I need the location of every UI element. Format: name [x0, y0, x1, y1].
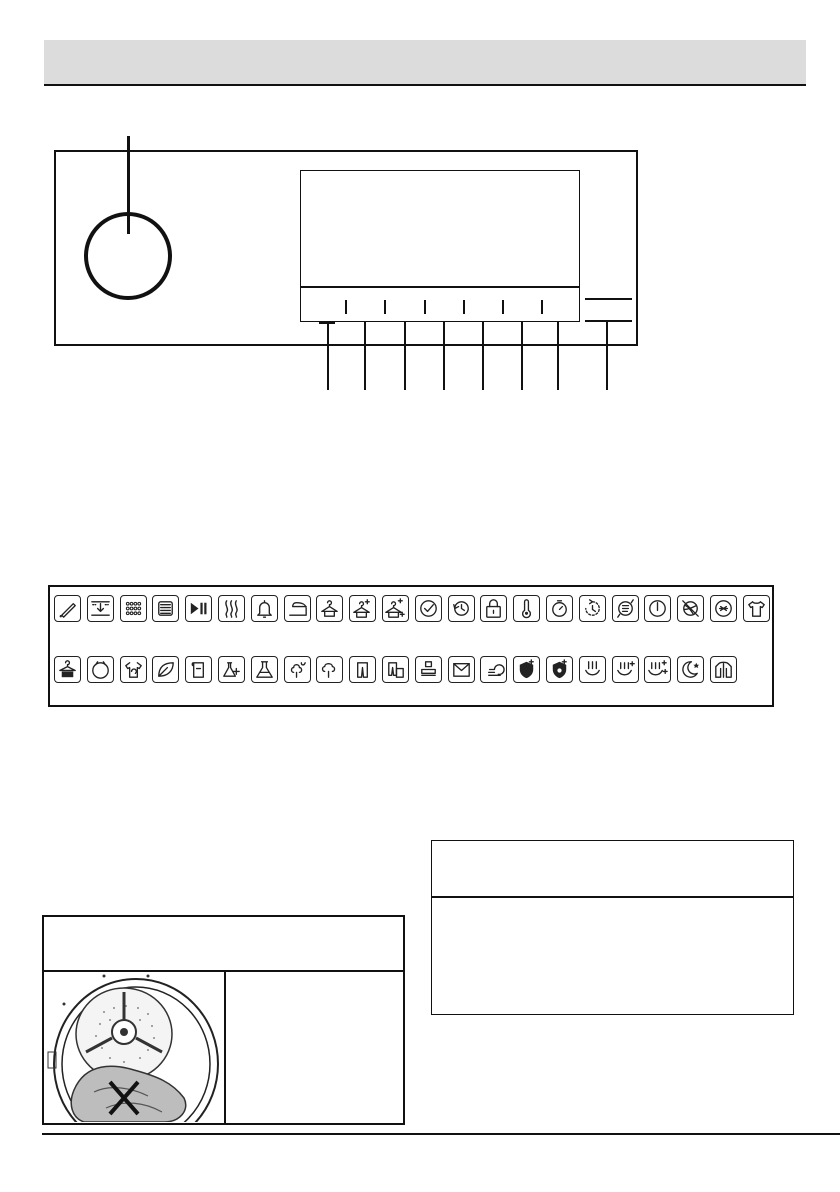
dry-level-icon: [87, 595, 114, 622]
envelope-icon: [448, 656, 475, 683]
dryer-drum-illustration: [44, 972, 224, 1122]
button-separator: [345, 300, 347, 314]
hanger-box-icon: [54, 656, 81, 683]
jacket-icon: [710, 656, 737, 683]
callout-line: [327, 322, 329, 390]
info-box: [431, 840, 794, 1015]
iron-icon: [284, 595, 311, 622]
section-header-bar: [44, 40, 806, 86]
clock-arrow-icon: [579, 595, 606, 622]
program-knob: [84, 212, 172, 300]
button-separator: [424, 300, 426, 314]
callout-line: [364, 322, 366, 390]
hanger-plus-icon: [349, 595, 376, 622]
shield-plus-icon: [513, 656, 540, 683]
start-pause-button-lower-line: [585, 320, 632, 322]
time-delay-icon: [448, 595, 475, 622]
shirt-refresh-icon: [120, 656, 147, 683]
hanger-plus-plus-icon: [382, 595, 409, 622]
jeans-icon: [349, 656, 376, 683]
display-button-divider: [300, 286, 580, 288]
button-separator: [541, 300, 543, 314]
callout-connector: [319, 322, 335, 324]
power-icon: [644, 595, 671, 622]
no-mix-icon: [710, 595, 737, 622]
mix-icon: [415, 656, 442, 683]
leaf-icon: [152, 656, 179, 683]
callout-line: [404, 322, 406, 390]
timer-icon: [546, 595, 573, 622]
pen-icon: [54, 595, 81, 622]
thermometer-icon: [513, 595, 540, 622]
play-pause-icon: [185, 595, 212, 622]
steam-icon: [579, 656, 606, 683]
callout-line: [557, 322, 559, 390]
night-star-icon: [677, 656, 704, 683]
shirt-icon: [743, 595, 770, 622]
dots-grid-icon: [120, 595, 147, 622]
drum-icon: [87, 656, 114, 683]
callout-line: [606, 322, 608, 390]
info-box-divider: [431, 896, 794, 898]
bell-icon: [251, 595, 278, 622]
callout-line: [482, 322, 484, 390]
callout-line: [443, 322, 445, 390]
footer-rule: [42, 1133, 840, 1135]
callout-line: [521, 322, 523, 390]
button-separator: [384, 300, 386, 314]
flask-icon: [251, 656, 278, 683]
shield-gear-icon: [546, 656, 573, 683]
lock-icon: [480, 595, 507, 622]
steam-plus-icon: [612, 656, 639, 683]
button-separator: [463, 300, 465, 314]
warning-column-divider: [224, 970, 226, 1125]
menu-lines-icon: [152, 595, 179, 622]
start-pause-button-upper-line: [585, 298, 632, 300]
cotton-eco-icon: [284, 656, 311, 683]
quick-icon: [480, 656, 507, 683]
refresh-clock-icon: [612, 595, 639, 622]
wool-no-icon: [677, 595, 704, 622]
steam-plus-plus-icon: [644, 656, 671, 683]
heat-waves-icon: [218, 595, 245, 622]
cotton-icon: [316, 656, 343, 683]
hanger-icon: [316, 595, 343, 622]
flask-plus-icon: [218, 656, 245, 683]
display-screen: [300, 170, 580, 322]
check-circle-icon: [415, 595, 442, 622]
towel-icon: [185, 656, 212, 683]
button-separator: [502, 300, 504, 314]
jeans-box-icon: [382, 656, 409, 683]
